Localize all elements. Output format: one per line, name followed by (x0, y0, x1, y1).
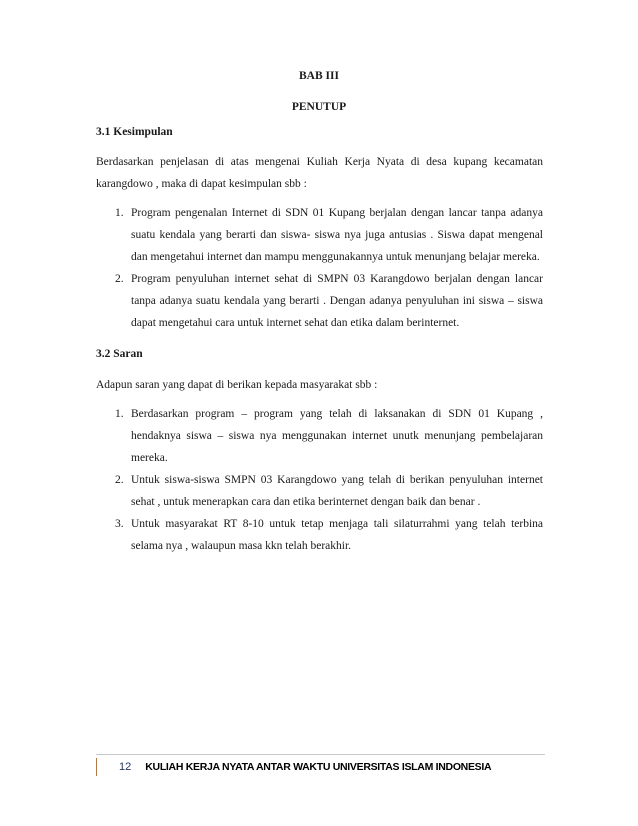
list-item-number: 1. (115, 207, 124, 219)
conclusion-intro: Berdasarkan penjelasan di atas mengenai Kuliah Kerja Nyata di desa kupang kecamatan karangdowo , maka di dapat kesimpulan sbb : (96, 156, 543, 190)
list-item (96, 403, 543, 469)
list-item (96, 202, 543, 268)
list-item-number: 1. (115, 408, 124, 420)
chapter-title: PENUTUP (291, 101, 347, 113)
conclusion-list (96, 202, 543, 334)
footer-divider (96, 754, 545, 755)
list-item (96, 513, 543, 557)
list-item-text: Untuk siswa-siswa SMPN 03 Karangdowo yang telah di berikan penyuluhan internet sehat , untuk menerapkan cara dan etika berinternet dengan baik dan benar . (131, 474, 543, 508)
list-item-text: Program penyuluhan internet sehat di SMPN 03 Karangdowo berjalan dengan lancar tanpa adanya suatu kendala yang berarti . Dengan adanya penyuluhan ini siswa – siswa dapat mengetahui cara untuk internet sehat dan etika dalam berinternet. (131, 273, 543, 329)
list-item-text: Program pengenalan Internet di SDN 01 Kupang berjalan dengan lancar tanpa adanya suatu kendala yang berarti dan siswa- siswa nya juga antusias . Siswa dapat mengenal dan mengetahui internet dan mampu menggunakannya untuk menunjang belajar mereka. (131, 207, 543, 263)
list-item-number: 2. (115, 273, 124, 285)
list-item-number: 3. (115, 518, 124, 530)
list-item (96, 268, 543, 334)
suggestion-heading: 3.2 Saran (96, 348, 143, 360)
conclusion-heading: 3.1 Kesimpulan (96, 126, 173, 138)
chapter-number: BAB III (299, 70, 339, 82)
suggestion-intro: Adapun saran yang dapat di berikan kepada masyarakat sbb : (96, 379, 378, 391)
list-item-text: Berdasarkan program – program yang telah di laksanakan di SDN 01 Kupang , hendaknya siswa – siswa nya menggunakan internet unutk menunjang pembelajaran mereka. (131, 408, 543, 464)
footer-text: KULIAH KERJA NYATA ANTAR WAKTU UNIVERSITAS ISLAM INDONESIA (145, 761, 492, 773)
page-number: 12 (119, 761, 132, 773)
list-item-text: Untuk masyarakat RT 8-10 untuk tetap menjaga tali silaturrahmi yang telah terbina selama nya , walaupun masa kkn telah berakhir. (131, 518, 543, 552)
page-footer (96, 757, 491, 777)
footer-accent-bar (96, 758, 97, 776)
list-item (96, 469, 543, 513)
suggestion-list (96, 403, 543, 557)
list-item-number: 2. (115, 474, 124, 486)
